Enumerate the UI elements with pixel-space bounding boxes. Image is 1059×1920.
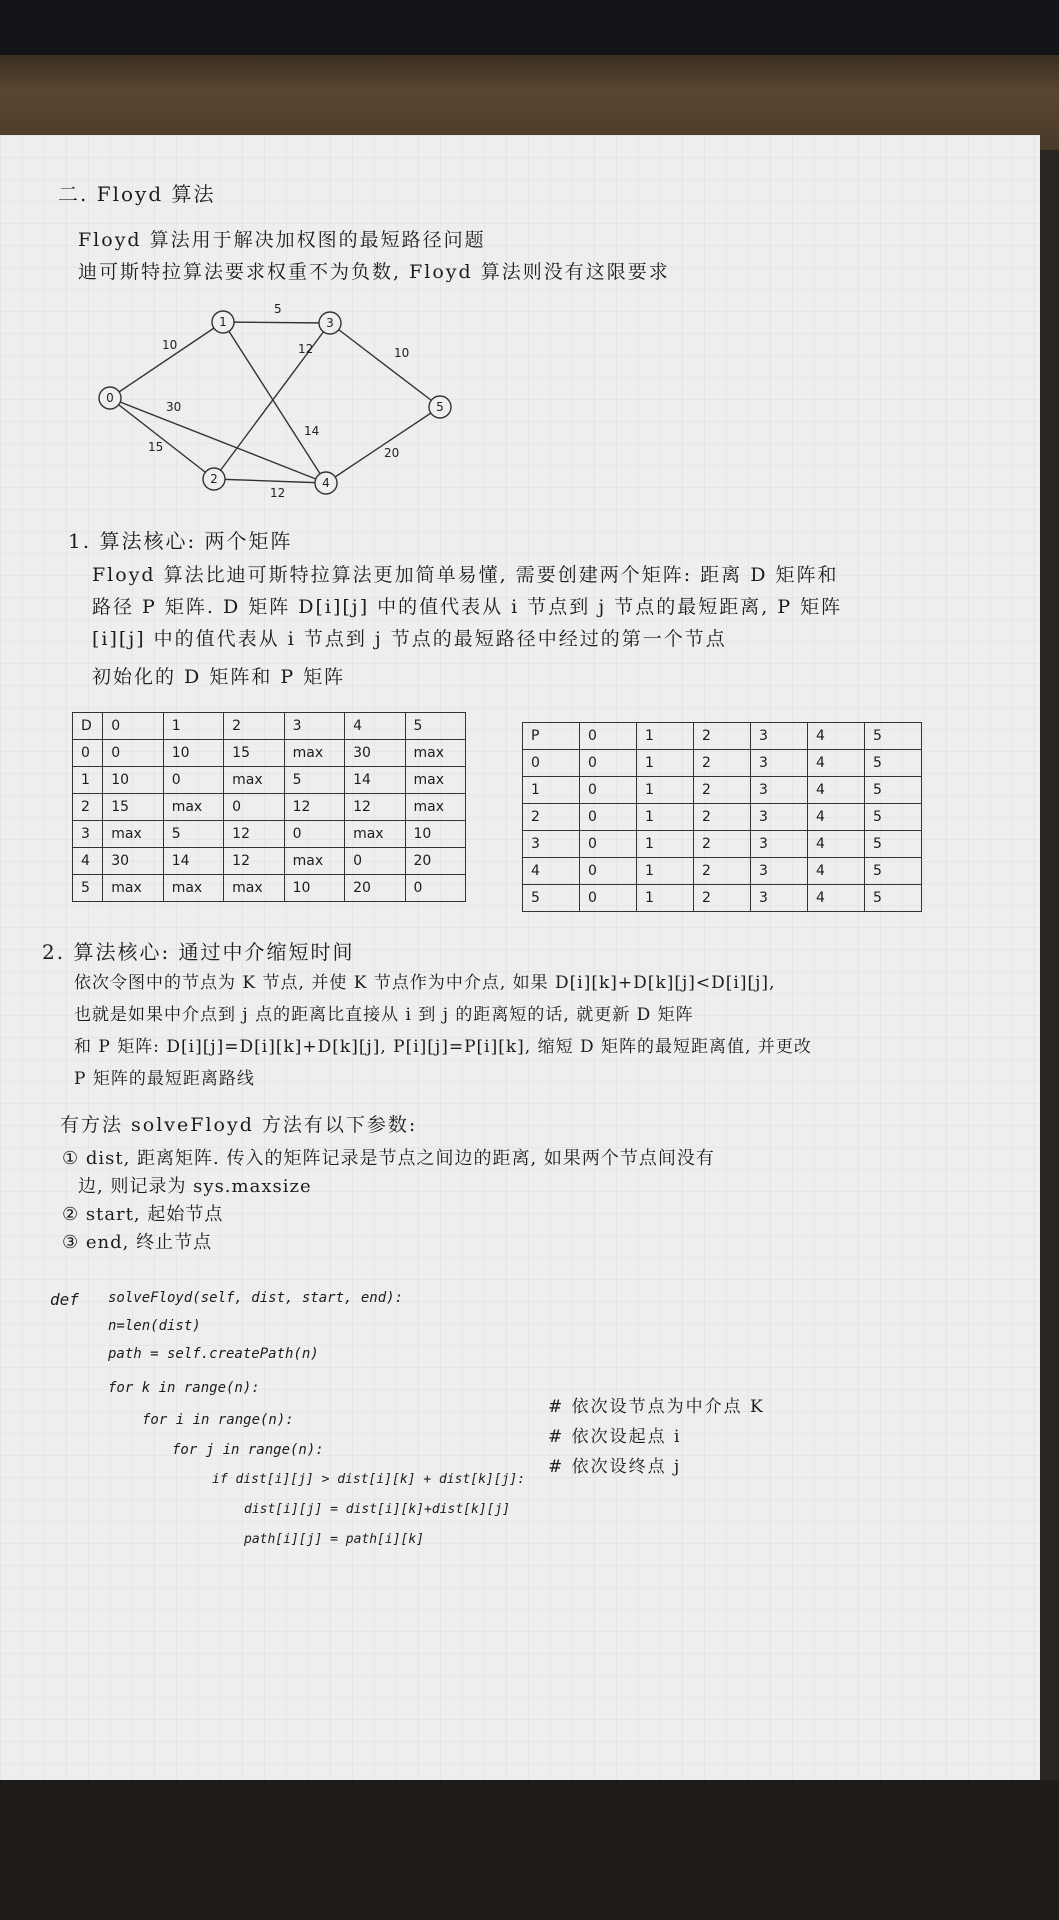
distance-matrix-cell: 5 <box>405 713 465 740</box>
distance-matrix-cell: 1 <box>163 713 223 740</box>
distance-matrix-row <box>73 821 466 848</box>
path-matrix-cell: 2 <box>694 777 751 804</box>
distance-matrix-cell: max <box>103 821 163 848</box>
distance-matrix-cell: 4 <box>73 848 103 875</box>
distance-matrix-cell: 15 <box>224 740 284 767</box>
edge-2-4 <box>214 479 326 483</box>
distance-matrix-cell: D <box>73 713 103 740</box>
section2-line-2: 也就是如果中介点到 j 点的距离比直接从 i 到 j 的距离短的话, 就更新 D 矩阵 <box>74 1005 694 1025</box>
section1-line-1: Floyd 算法比迪可斯特拉算法更加简单易懂, 需要创建两个矩阵: 距离 D 矩阵和 <box>92 564 839 586</box>
code-comment-3: # 依次设终点 j <box>548 1457 682 1477</box>
weight-1-4: 14 <box>304 424 320 438</box>
path-matrix-cell: 2 <box>694 750 751 777</box>
path-matrix-cell: 1 <box>637 858 694 885</box>
weight-1-3: 5 <box>274 302 282 316</box>
code-line-5: for i in range(n): <box>142 1412 294 1428</box>
path-matrix-row <box>523 858 922 885</box>
node-label-1: 1 <box>219 315 227 329</box>
path-matrix-cell: 5 <box>865 831 922 858</box>
code-line-4: for k in range(n): <box>108 1380 260 1396</box>
path-matrix-cell: 2 <box>694 723 751 750</box>
distance-matrix-cell: max <box>405 794 465 821</box>
distance-matrix-cell: 4 <box>345 713 405 740</box>
distance-matrix-row <box>73 740 466 767</box>
background-top <box>0 0 1059 60</box>
code-line-9: path[i][j] = path[i][k] <box>244 1532 425 1547</box>
path-matrix-cell: 1 <box>637 723 694 750</box>
path-matrix-cell: 4 <box>808 831 865 858</box>
distance-matrix-cell: 10 <box>405 821 465 848</box>
distance-matrix-cell: max <box>284 848 344 875</box>
code-line-7: if dist[i][j] > dist[i][k] + dist[k][j]: <box>212 1472 526 1487</box>
path-matrix-cell: 5 <box>865 804 922 831</box>
distance-matrix-cell: max <box>405 740 465 767</box>
path-matrix-row <box>523 723 922 750</box>
distance-matrix-cell: 2 <box>73 794 103 821</box>
path-matrix-cell: 2 <box>523 804 580 831</box>
path-matrix-cell: 0 <box>580 858 637 885</box>
distance-matrix-cell: 1 <box>73 767 103 794</box>
distance-matrix-cell: max <box>103 875 163 902</box>
path-matrix-cell: 3 <box>751 723 808 750</box>
distance-matrix-cell: 3 <box>73 821 103 848</box>
path-matrix-cell: 4 <box>808 750 865 777</box>
weight-0-1: 10 <box>162 338 178 352</box>
path-matrix-cell: 5 <box>865 750 922 777</box>
path-matrix-cell: 5 <box>523 885 580 912</box>
distance-matrix-cell: 20 <box>405 848 465 875</box>
section1-heading: 1. 算法核心: 两个矩阵 <box>68 529 293 553</box>
path-matrix-cell: 4 <box>808 723 865 750</box>
path-matrix-row <box>523 885 922 912</box>
distance-matrix-cell: 2 <box>224 713 284 740</box>
code-line-3: path = self.createPath(n) <box>108 1346 319 1362</box>
weight-3-2: 12 <box>298 342 314 356</box>
path-matrix-cell: 1 <box>637 777 694 804</box>
node-label-4: 4 <box>322 476 330 490</box>
distance-matrix-cell: 0 <box>345 848 405 875</box>
path-matrix-cell: 3 <box>751 858 808 885</box>
path-matrix-cell: 1 <box>637 804 694 831</box>
distance-matrix-row <box>73 767 466 794</box>
path-matrix-cell: 2 <box>694 885 751 912</box>
path-matrix-cell: 4 <box>808 777 865 804</box>
section1-line-2: 路径 P 矩阵. D 矩阵 D[i][j] 中的值代表从 i 节点到 j 节点的最短距离, P 矩阵 <box>92 596 843 618</box>
distance-matrix-cell: 0 <box>405 875 465 902</box>
distance-matrix-cell: 3 <box>284 713 344 740</box>
code-line-1: solveFloyd(self, dist, start, end): <box>108 1290 404 1306</box>
path-matrix-cell: 2 <box>694 804 751 831</box>
path-matrix-row <box>523 777 922 804</box>
path-matrix-cell: 3 <box>751 750 808 777</box>
distance-matrix-cell: max <box>405 767 465 794</box>
weighted-graph-diagram <box>80 295 480 505</box>
code-comment-1: # 依次设节点为中介点 K <box>548 1397 765 1417</box>
weight-2-4: 12 <box>270 486 286 500</box>
distance-matrix-cell: 14 <box>163 848 223 875</box>
param-end: ③ end, 终止节点 <box>62 1232 213 1253</box>
path-matrix-cell: 3 <box>751 831 808 858</box>
intro-line-1: Floyd 算法用于解决加权图的最短路径问题 <box>78 229 486 251</box>
section1-line-3: [i][j] 中的值代表从 i 节点到 j 节点的最短路径中经过的第一个节点 <box>92 628 727 650</box>
distance-matrix-cell: 0 <box>163 767 223 794</box>
distance-matrix-cell: 0 <box>103 713 163 740</box>
section2-line-3: 和 P 矩阵: D[i][j]=D[i][k]+D[k][j], P[i][j]=P[i][k], 缩短 D 矩阵的最短距离值, 并更改 <box>74 1037 812 1057</box>
path-matrix-cell: 2 <box>694 858 751 885</box>
distance-matrix-cell: 10 <box>163 740 223 767</box>
distance-matrix-row <box>73 848 466 875</box>
path-matrix-cell: 1 <box>523 777 580 804</box>
intro-line-2: 迪可斯特拉算法要求权重不为负数, Floyd 算法则没有这限要求 <box>78 261 670 283</box>
distance-matrix-cell: 10 <box>284 875 344 902</box>
path-matrix-cell: 0 <box>523 750 580 777</box>
path-matrix-row <box>523 831 922 858</box>
edge-0-1 <box>110 322 223 398</box>
path-matrix-cell: 4 <box>808 858 865 885</box>
weight-4-5: 20 <box>384 446 400 460</box>
edge-0-2 <box>110 398 214 479</box>
distance-matrix-cell: 5 <box>73 875 103 902</box>
path-matrix-cell: 3 <box>751 885 808 912</box>
path-matrix-table <box>522 722 922 912</box>
distance-matrix-cell: 30 <box>103 848 163 875</box>
distance-matrix-cell: 5 <box>163 821 223 848</box>
node-label-5: 5 <box>436 400 444 414</box>
path-matrix-cell: 3 <box>751 804 808 831</box>
edge-1-3 <box>223 322 330 323</box>
distance-matrix-cell: 12 <box>224 848 284 875</box>
matrix-caption: 初始化的 D 矩阵和 P 矩阵 <box>92 666 346 688</box>
distance-matrix-cell: max <box>284 740 344 767</box>
weight-0-2: 15 <box>148 440 164 454</box>
path-matrix-cell: 0 <box>580 723 637 750</box>
path-matrix-cell: 5 <box>865 858 922 885</box>
path-matrix-cell: 3 <box>523 831 580 858</box>
code-def-keyword: def <box>50 1290 79 1309</box>
distance-matrix-cell: 12 <box>284 794 344 821</box>
path-matrix-cell: 3 <box>751 777 808 804</box>
code-line-8: dist[i][j] = dist[i][k]+dist[k][j] <box>244 1502 511 1517</box>
path-matrix-cell: 5 <box>865 777 922 804</box>
section2-line-1: 依次令图中的节点为 K 节点, 并使 K 节点作为中介点, 如果 D[i][k]+D[k][j]<D[i][j], <box>74 973 776 993</box>
path-matrix-cell: P <box>523 723 580 750</box>
weight-3-5: 10 <box>394 346 410 360</box>
path-matrix-row <box>523 750 922 777</box>
path-matrix-cell: 4 <box>523 858 580 885</box>
path-matrix-cell: 0 <box>580 777 637 804</box>
path-matrix-cell: 5 <box>865 723 922 750</box>
page-title: 二. Floyd 算法 <box>58 182 216 206</box>
distance-matrix-cell: max <box>163 794 223 821</box>
distance-matrix-cell: 12 <box>345 794 405 821</box>
node-label-2: 2 <box>210 472 218 486</box>
distance-matrix-row <box>73 794 466 821</box>
path-matrix-cell: 4 <box>808 804 865 831</box>
path-matrix-cell: 0 <box>580 750 637 777</box>
params-intro: 有方法 solveFloyd 方法有以下参数: <box>60 1114 418 1136</box>
param-start: ② start, 起始节点 <box>62 1204 224 1225</box>
path-matrix-cell: 0 <box>580 804 637 831</box>
distance-matrix-cell: 14 <box>345 767 405 794</box>
distance-matrix-cell: 20 <box>345 875 405 902</box>
section2-heading: 2. 算法核心: 通过中介缩短时间 <box>42 940 355 964</box>
background-bottom <box>0 1780 1059 1920</box>
distance-matrix-cell: 15 <box>103 794 163 821</box>
distance-matrix-cell: 0 <box>103 740 163 767</box>
distance-matrix-cell: 0 <box>73 740 103 767</box>
distance-matrix-cell: 5 <box>284 767 344 794</box>
path-matrix-cell: 0 <box>580 831 637 858</box>
path-matrix-cell: 1 <box>637 831 694 858</box>
distance-matrix-cell: max <box>224 875 284 902</box>
path-matrix-cell: 2 <box>694 831 751 858</box>
distance-matrix-cell: 12 <box>224 821 284 848</box>
param-dist: ① dist, 距离矩阵. 传入的矩阵记录是节点之间边的距离, 如果两个节点间没有 <box>62 1148 715 1169</box>
path-matrix-row <box>523 804 922 831</box>
weight-0-4: 30 <box>166 400 182 414</box>
path-matrix-cell: 5 <box>865 885 922 912</box>
code-line-2: n=len(dist) <box>108 1318 201 1334</box>
param-dist-cont: 边, 则记录为 sys.maxsize <box>78 1176 312 1197</box>
distance-matrix-cell: 10 <box>103 767 163 794</box>
node-label-0: 0 <box>106 391 114 405</box>
path-matrix-cell: 1 <box>637 750 694 777</box>
edge-3-5 <box>330 323 440 407</box>
distance-matrix-cell: max <box>163 875 223 902</box>
path-matrix-cell: 1 <box>637 885 694 912</box>
distance-matrix-cell: 0 <box>224 794 284 821</box>
path-matrix-cell: 4 <box>808 885 865 912</box>
distance-matrix-cell: max <box>224 767 284 794</box>
section2-line-4: P 矩阵的最短距离路线 <box>74 1069 255 1089</box>
distance-matrix-cell: 0 <box>284 821 344 848</box>
code-line-6: for j in range(n): <box>172 1442 324 1458</box>
path-matrix-cell: 0 <box>580 885 637 912</box>
code-comment-2: # 依次设起点 i <box>548 1427 682 1447</box>
edge-4-5 <box>326 407 440 483</box>
node-label-3: 3 <box>326 316 334 330</box>
distance-matrix-row <box>73 713 466 740</box>
distance-matrix-row <box>73 875 466 902</box>
distance-matrix-table <box>72 712 466 902</box>
distance-matrix-cell: 30 <box>345 740 405 767</box>
distance-matrix-cell: max <box>345 821 405 848</box>
